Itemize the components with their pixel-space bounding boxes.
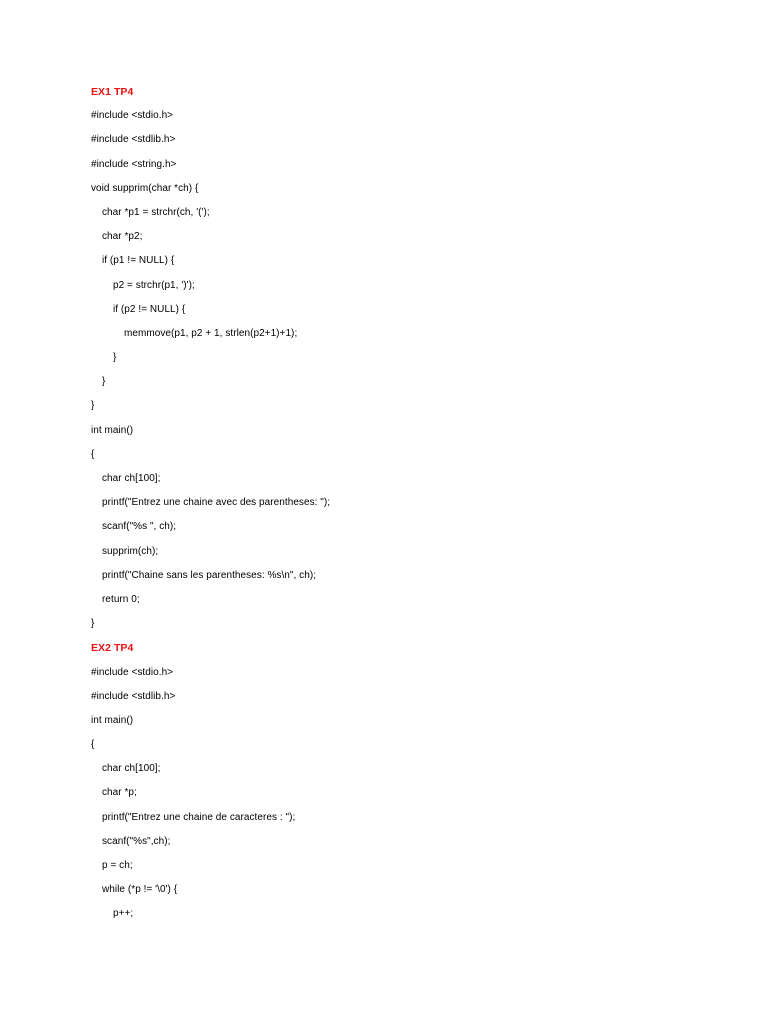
code-line: p = ch; [102, 860, 133, 871]
code-line: p++; [113, 908, 134, 920]
code-line: #include <stdio.h> [91, 666, 174, 678]
code-line: #include <stdio.h> [91, 110, 174, 122]
code-line: char *p1 = strchr(ch, '('); [102, 206, 210, 218]
code-line: } [91, 618, 95, 630]
code-line: if (p2 != NULL) { [113, 303, 186, 315]
code-line: } [113, 352, 117, 364]
code-line: scanf("%s ", ch); [102, 521, 177, 533]
code-line: while (*p != '\0') { [102, 884, 178, 896]
code-line: #include <string.h> [91, 158, 177, 170]
document-content [91, 84, 731, 931]
code-line: p2 = strchr(p1, ')'); [113, 279, 195, 291]
code-line: printf("Entrez une chaine de caracteres : "); [102, 811, 296, 823]
code-line: supprim(ch); [102, 545, 159, 557]
code-line: return 0; [102, 593, 140, 605]
code-line: char *p; [102, 787, 137, 799]
code-line: #include <stdlib.h> [91, 690, 176, 702]
code-line: scanf("%s",ch); [102, 835, 171, 847]
code-line: { [91, 739, 95, 751]
code-line: memmove(p1, p2 + 1, strlen(p2+1)+1); [124, 327, 298, 339]
ex1-heading: EX1 TP4 [91, 86, 134, 98]
code-line: #include <stdlib.h> [91, 134, 176, 146]
code-line: printf("Entrez une chaine avec des parentheses: "); [102, 497, 331, 509]
code-line: } [91, 400, 95, 412]
code-line: int main() [91, 714, 134, 726]
code-line: printf("Chaine sans les parentheses: %s\n", ch); [102, 569, 317, 581]
ex2-heading: EX2 TP4 [91, 642, 134, 655]
code-line: char ch[100]; [102, 763, 161, 775]
code-line: } [102, 376, 106, 388]
code-line: void supprim(char *ch) { [91, 182, 199, 194]
code-line: char ch[100]; [102, 473, 161, 484]
code-line: char *p2; [102, 231, 143, 243]
code-line: if (p1 != NULL) { [102, 255, 175, 267]
code-line: { [91, 448, 95, 460]
code-line: int main() [91, 424, 134, 436]
